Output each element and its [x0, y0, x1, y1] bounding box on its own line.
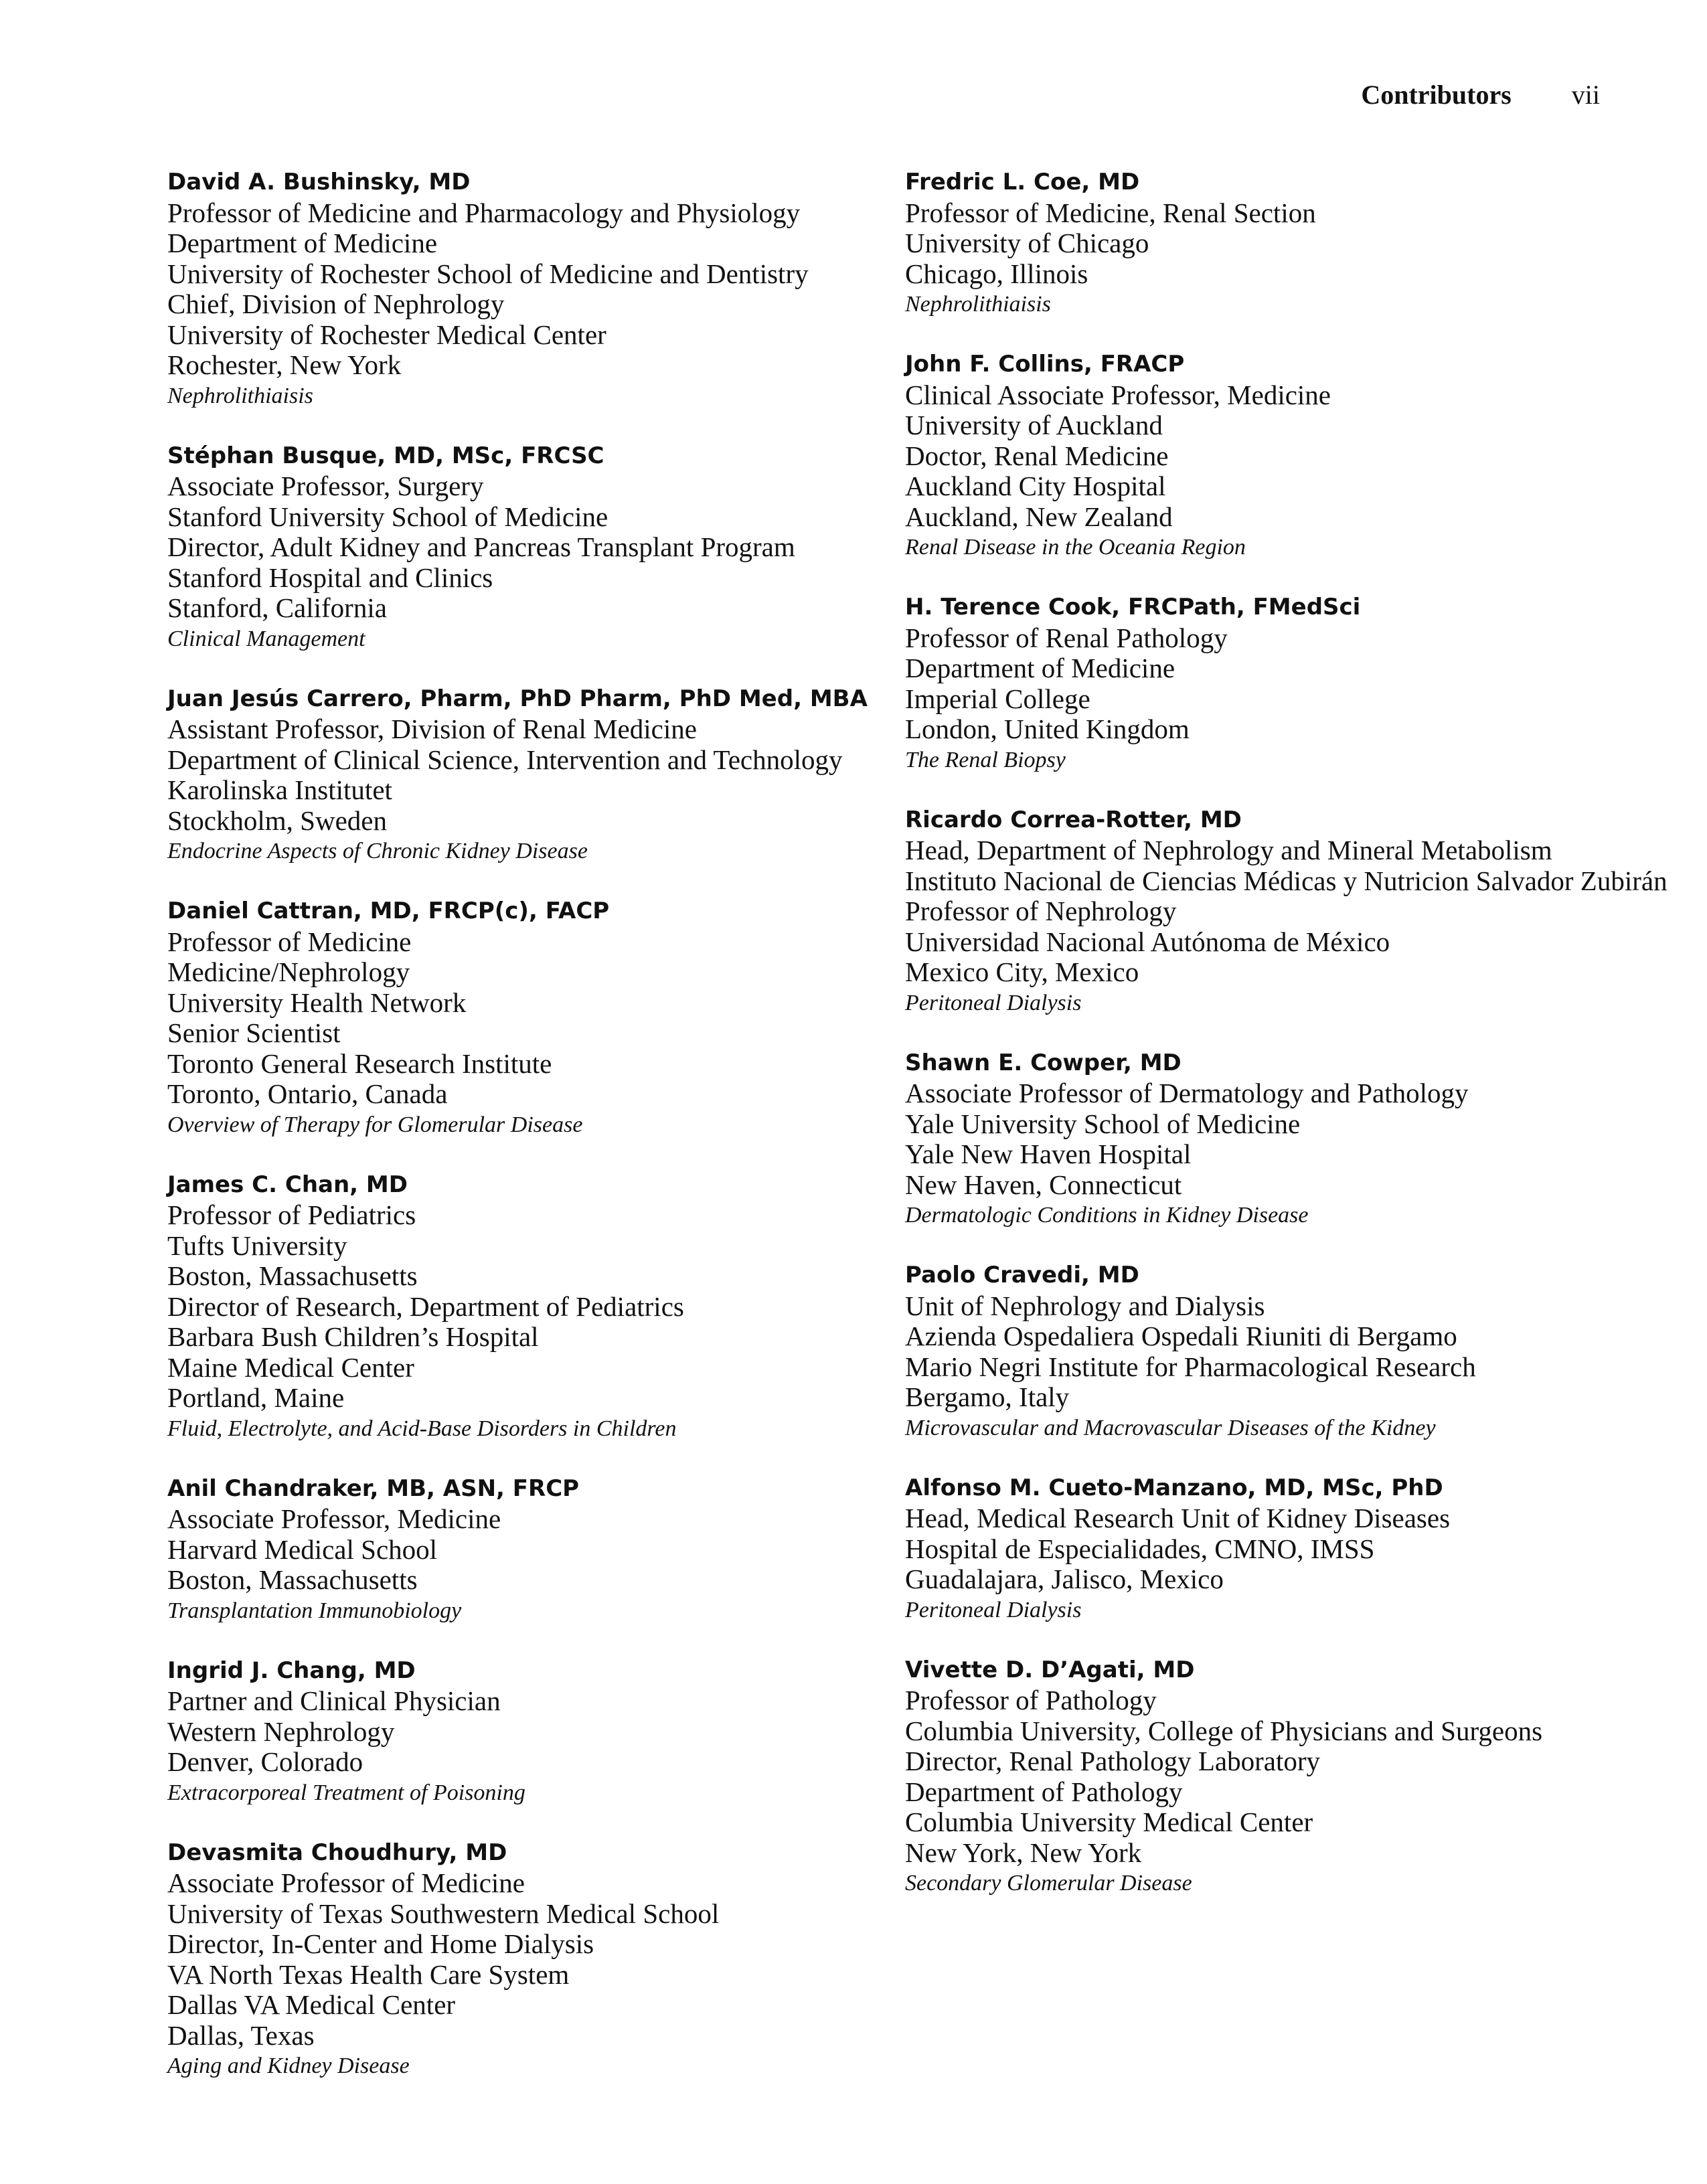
affiliation-line: Dallas, Texas [167, 2019, 315, 2051]
chapter-title: Peritoneal Dialysis [905, 990, 1082, 1015]
affiliation-line: Toronto, Ontario, Canada [167, 1078, 448, 1109]
contributor-name: H. Terence Cook, FRCPath, FMedSci [905, 594, 1361, 620]
contributor-entry [167, 1170, 904, 1444]
affiliation-line: Toronto General Research Institute [167, 1047, 552, 1079]
affiliation-line: Professor of Medicine [167, 926, 412, 957]
section-title: Contributors [1361, 80, 1512, 110]
affiliation-line: Director, Adult Kidney and Pancreas Transplant Program [167, 531, 795, 562]
affiliation-line: Dallas VA Medical Center [167, 1989, 456, 2020]
affiliation-line: Columbia University, College of Physicians and Surgeons [905, 1715, 1543, 1746]
contributor-entry [905, 1048, 1675, 1231]
contributor-name: Daniel Cattran, MD, FRCP(c), FACP [167, 898, 610, 924]
affiliation-line: Department of Clinical Science, Intervention and Technology [167, 744, 843, 775]
affiliation-line: Partner and Clinical Physician [167, 1685, 501, 1716]
affiliation-line: Boston, Massachusetts [167, 1260, 418, 1291]
chapter-title: Nephrolithiaisis [905, 292, 1051, 317]
affiliation-line: Karolinska Institutet [167, 774, 392, 805]
chapter-title: Overview of Therapy for Glomerular Disease [167, 1112, 583, 1137]
affiliation-line: Professor of Renal Pathology [905, 622, 1228, 653]
contributor-entry [905, 592, 1675, 775]
contributor-name: David A. Bushinsky, MD [167, 169, 471, 195]
chapter-title: Microvascular and Macrovascular Diseases of the Kidney [905, 1415, 1436, 1440]
contributor-entry [905, 1655, 1675, 1899]
contributor-name: Juan Jesús Carrero, Pharm, PhD Pharm, PhD Med, MBA [167, 685, 868, 712]
affiliation-line: London, United Kingdom [905, 713, 1190, 744]
contributor-name: Fredric L. Coe, MD [905, 169, 1140, 195]
affiliation-line: Harvard Medical School [167, 1533, 438, 1565]
affiliation-line: Professor of Medicine, Renal Section [905, 197, 1316, 228]
affiliation-line: Professor of Nephrology [905, 896, 1177, 926]
affiliation-line: New York, New York [905, 1837, 1142, 1868]
contributor-name: Alfonso M. Cueto-Manzano, MD, MSc, PhD [905, 1474, 1443, 1501]
affiliation-line: Stockholm, Sweden [167, 805, 387, 836]
chapter-title: Renal Disease in the Oceania Region [905, 535, 1246, 560]
affiliation-line: Mexico City, Mexico [905, 956, 1139, 987]
left-column [167, 167, 904, 2111]
affiliation-line: University of Rochester School of Medicine and Dentistry [167, 258, 809, 289]
affiliation-line: Associate Professor of Dermatology and Pathology [905, 1078, 1469, 1108]
contributor-entry [167, 1656, 904, 1809]
chapter-title: The Renal Biopsy [905, 747, 1066, 772]
affiliation-line: Associate Professor of Medicine [167, 1867, 525, 1898]
affiliation-line: Guadalajara, Jalisco, Mexico [905, 1564, 1224, 1594]
affiliation-line: University of Auckland [905, 410, 1163, 440]
chapter-title: Dermatologic Conditions in Kidney Disease [905, 1203, 1309, 1228]
affiliation-line: Director, Renal Pathology Laboratory [905, 1746, 1321, 1776]
affiliation-line: Stanford Hospital and Clinics [167, 562, 493, 593]
contributor-name: Anil Chandraker, MB, ASN, FRCP [167, 1475, 580, 1502]
contributor-name: John F. Collins, FRACP [905, 351, 1185, 377]
contributor-name: Shawn E. Cowper, MD [905, 1049, 1182, 1076]
chapter-title: Clinical Management [167, 626, 365, 651]
affiliation-line: Columbia University Medical Center [905, 1807, 1313, 1837]
contributor-entry [167, 1838, 904, 2082]
affiliation-line: Director of Research, Department of Pediatrics [167, 1290, 684, 1322]
affiliation-line: Azienda Ospedaliera Ospedali Riuniti di Bergamo [905, 1321, 1457, 1351]
contributor-name: Ricardo Correa-Rotter, MD [905, 806, 1242, 833]
affiliation-line: Imperial College [905, 683, 1090, 714]
contributor-name: James C. Chan, MD [167, 1171, 408, 1198]
affiliation-line: New Haven, Connecticut [905, 1169, 1182, 1200]
chapter-title: Aging and Kidney Disease [167, 2053, 410, 2078]
affiliation-line: Barbara Bush Children’s Hospital [167, 1321, 539, 1352]
affiliation-line: Professor of Pediatrics [167, 1199, 416, 1230]
affiliation-line: Senior Scientist [167, 1017, 341, 1048]
affiliation-line: Rochester, New York [167, 349, 402, 380]
affiliation-line: VA North Texas Health Care System [167, 1958, 570, 1990]
contributor-entry [905, 1260, 1675, 1443]
affiliation-line: Mario Negri Institute for Pharmacological Research [905, 1351, 1476, 1382]
affiliation-line: Western Nephrology [167, 1715, 395, 1747]
contributor-entry [905, 1473, 1675, 1626]
contributor-entry [167, 684, 904, 867]
affiliation-line: Chief, Division of Nephrology [167, 288, 505, 319]
affiliation-line: Department of Medicine [167, 228, 438, 258]
contributor-name: Ingrid J. Chang, MD [167, 1657, 416, 1684]
affiliation-line: Bergamo, Italy [905, 1381, 1070, 1412]
affiliation-line: Assistant Professor, Division of Renal Medicine [167, 713, 697, 744]
chapter-title: Fluid, Electrolyte, and Acid-Base Disorders in Children [167, 1416, 677, 1441]
affiliation-line: Director, In-Center and Home Dialysis [167, 1928, 594, 1959]
page-number: vii [1571, 80, 1600, 110]
affiliation-line: University Health Network [167, 987, 467, 1018]
affiliation-line: Tufts University [167, 1230, 347, 1261]
affiliation-line: Chicago, Illinois [905, 258, 1088, 289]
running-head [1361, 79, 1600, 110]
affiliation-line: Portland, Maine [167, 1382, 345, 1413]
affiliation-line: Universidad Nacional Autónoma de México [905, 926, 1390, 957]
affiliation-line: Clinical Associate Professor, Medicine [905, 379, 1331, 410]
chapter-title: Endocrine Aspects of Chronic Kidney Disease [167, 839, 588, 863]
affiliation-line: Department of Medicine [905, 653, 1175, 683]
chapter-title: Transplantation Immunobiology [167, 1598, 462, 1623]
chapter-title: Nephrolithiaisis [167, 383, 313, 408]
contributor-entry [167, 1474, 904, 1626]
chapter-title: Secondary Glomerular Disease [905, 1871, 1192, 1896]
affiliation-line: Head, Department of Nephrology and Mineral Metabolism [905, 835, 1552, 865]
affiliation-line: Professor of Pathology [905, 1685, 1157, 1715]
affiliation-line: Head, Medical Research Unit of Kidney Diseases [905, 1503, 1451, 1533]
contributor-name: Paolo Cravedi, MD [905, 1262, 1139, 1288]
contributor-entry [167, 896, 904, 1140]
contributor-name: Devasmita Choudhury, MD [167, 1839, 507, 1866]
affiliation-line: Denver, Colorado [167, 1746, 363, 1777]
affiliation-line: Yale New Haven Hospital [905, 1139, 1192, 1169]
affiliation-line: University of Texas Southwestern Medical School [167, 1898, 720, 1929]
contributor-entry [905, 167, 1675, 320]
affiliation-line: Doctor, Renal Medicine [905, 440, 1169, 471]
contributor-name: Vivette D. D’Agati, MD [905, 1656, 1195, 1683]
contributor-entry [167, 167, 904, 411]
affiliation-line: Auckland City Hospital [905, 471, 1166, 501]
contributor-name: Stéphan Busque, MD, MSc, FRCSC [167, 442, 604, 469]
affiliation-line: Unit of Nephrology and Dialysis [905, 1290, 1265, 1321]
affiliation-line: Maine Medical Center [167, 1351, 414, 1383]
chapter-title: Extracorporeal Treatment of Poisoning [167, 1780, 525, 1805]
affiliation-line: Medicine/Nephrology [167, 956, 410, 987]
right-column [905, 167, 1675, 1928]
affiliation-line: Department of Pathology [905, 1776, 1183, 1807]
contributor-entry [905, 805, 1675, 1019]
affiliation-line: Auckland, New Zealand [905, 501, 1173, 532]
affiliation-line: Yale University School of Medicine [905, 1108, 1301, 1139]
affiliation-line: Associate Professor, Surgery [167, 471, 484, 501]
contributor-entry [905, 349, 1675, 563]
affiliation-line: Instituto Nacional de Ciencias Médicas y Nutricion Salvador Zubirán [905, 865, 1668, 896]
affiliation-line: Associate Professor, Medicine [167, 1503, 501, 1534]
chapter-title: Peritoneal Dialysis [905, 1597, 1082, 1622]
affiliation-line: Hospital de Especialidades, CMNO, IMSS [905, 1533, 1375, 1564]
affiliation-line: University of Rochester Medical Center [167, 319, 606, 350]
affiliation-line: University of Chicago [905, 228, 1149, 258]
affiliation-line: Stanford University School of Medicine [167, 501, 608, 532]
contributor-entry [167, 441, 904, 655]
affiliation-line: Boston, Massachusetts [167, 1564, 418, 1595]
affiliation-line: Professor of Medicine and Pharmacology and Physiology [167, 197, 801, 228]
affiliation-line: Stanford, California [167, 592, 387, 623]
